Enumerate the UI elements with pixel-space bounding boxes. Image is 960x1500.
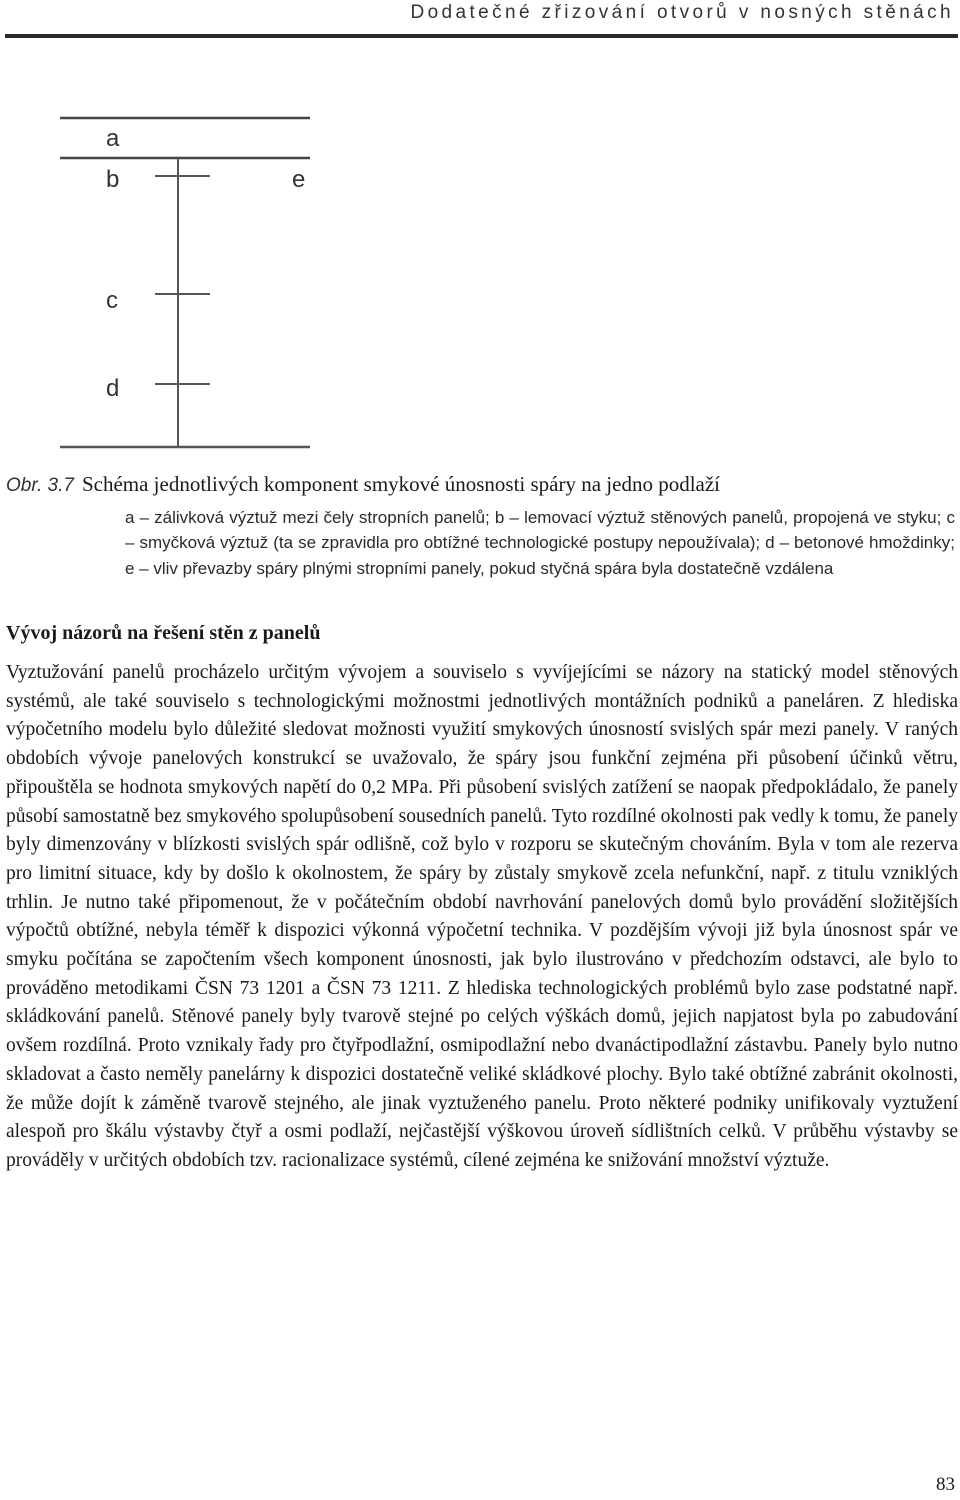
page-number: 83 bbox=[936, 1474, 955, 1495]
caption-description: a – zálivková výztuž mezi čely stropních panelů; b – lemovací výztuž stěnových panelů, propojená ve styku; c – smyčková výztuž (ta se zpravidla pro obtížné technologické postupy nepoužívala); d – betonové hmoždinky; e – vliv převazby spáry plnými stropními panely, pokud styčná spára byla dostatečně vzdálena bbox=[125, 508, 955, 578]
figure-schema bbox=[60, 112, 310, 454]
caption-number: Obr. 3.7 bbox=[6, 475, 74, 496]
figure-label-d: d bbox=[106, 375, 120, 402]
body-paragraph: Vyztužování panelů procházelo určitým vývojem a souviselo s vyvíjejícími se názory na statický model stěnových systémů, ale také souviselo s technologickými možnostmi jednotlivých montážních podniků a paneláren. Z hlediska výpočetního modelu bylo důležité sledovat možnosti využití smykových únosností svislých spár mezi panely. V raných obdobích vývoje panelových konstrukcí se uvažovalo, že spáry jsou funkční zejména při působení účinků větru, připouštěla se hodnota smykových napětí do 0,2 MPa. Při působení svislých zatížení se naopak předpokládalo, že panely působí samostatně bez smykového spolupůsobení sousedních panelů. Tyto rozdílné okolnosti pak vedly k tomu, že panely byly dimenzovány v blízkosti svislých spár odlišně, což bylo v rozporu se skutečným chováním. Byla v tom ale rezerva pro limitní situace, kdy by došlo k okolnostem, že spáry by zůstaly smykově zcela nefunkční, např. z titulu vzniklých trhlin. Je nutno také připomenout, že v počátečním období navrhování panelových domů bylo provádění složitějších výpočtů obtížné, nebyla téměř k dispozici výkonná výpočetní technika. V pozdějším vývoji již byla únosnost spár ve smyku počítána se započtením všech komponent únosnosti, jak bylo ilustrováno v předchozím odstavci, ale bylo to prováděno metodikami ČSN 73 1201 a ČSN 73 1211. Z hlediska technologických problémů bylo zase podstatné např. skládkování panelů. Stěnové panely byly tvarově stejné po celých výškách domů, jejich napjatost byla po zabudování ovšem rozdílná. Proto vznikaly řady pro čtyřpodlažní, osmipodlažní nebo dvanáctipodlažní zástavbu. Panely bylo nutno skladovat a často neměly panelárny k dispozici dostatečně veliké skládkové plochy. Bylo také obtížné zabránit okolnosti, že může dojít k záměně tvarově stejného, ale jinak vyztuženého panelu. Proto některé podniky unifikovaly vyztužení alespoň pro škálu výstavby čtyř a osmi podlaží, nejčastější výškovou úroveň sídlištních celků. V průběhu výstavby se prováděly v určitých obdobích tzv. racionalizace systémů, cílené zejména ke snižování množství výztuže. bbox=[6, 662, 958, 1171]
section-heading: Vývoj názorů na řešení stěn z panelů bbox=[6, 622, 321, 644]
figure-label-b: b bbox=[106, 166, 120, 193]
figure-caption bbox=[6, 472, 720, 497]
figure-label-e: e bbox=[292, 166, 306, 193]
figure-svg bbox=[60, 112, 310, 454]
figure-label-c: c bbox=[106, 287, 118, 314]
header-rule bbox=[5, 34, 958, 38]
figure-label-a: a bbox=[106, 125, 120, 152]
caption-title: Schéma jednotlivých komponent smykové únosnosti spáry na jedno podlaží bbox=[81, 472, 721, 496]
running-header-title: Dodatečné zřizování otvorů v nosných stěnách bbox=[410, 2, 954, 23]
